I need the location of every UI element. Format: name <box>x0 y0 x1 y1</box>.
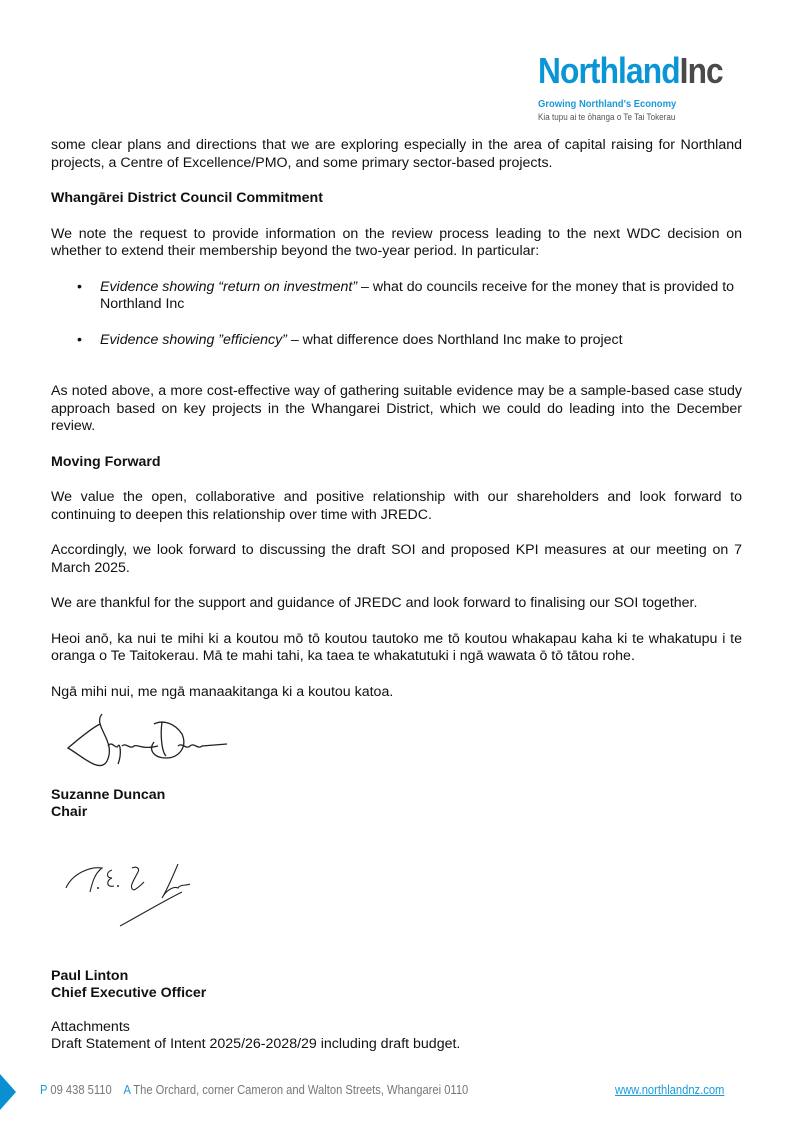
footer-arrow-icon <box>0 1074 16 1110</box>
attachment-item: Draft Statement of Intent 2025/26-2028/29 including draft budget. <box>51 1036 461 1052</box>
paragraph-intro: some clear plans and directions that we are exploring especially in the area of capital raising for Northland projects, a Centre of Excellence/PMO, and some primary sector-based projects. <box>51 137 742 171</box>
list-item <box>51 332 742 350</box>
signatory-title: Chief Executive Officer <box>51 985 207 1001</box>
heading-wdc-commitment: Whangārei District Council Commitment <box>51 190 323 206</box>
paragraph-wdc: We note the request to provide information on the review process leading to the next WDC decision on whether to extend their membership beyond the two-year period. In particular: <box>51 225 742 259</box>
evidence-list <box>51 279 742 350</box>
signatory-name: Paul Linton <box>51 968 129 984</box>
logo-tagline-maori: Kia tupu ai te ōhanga o Te Tai Tokerau <box>538 112 676 122</box>
phone-number: 09 438 5110 <box>50 1082 112 1097</box>
bullet-icon: • <box>77 278 82 295</box>
northland-inc-logo <box>538 52 758 122</box>
phone-label: P <box>40 1082 48 1097</box>
signatory-ceo <box>51 968 206 1002</box>
paragraph-thankful: We are thankful for the support and guidance of JREDC and look forward to finalising our SOI together. <box>51 595 698 611</box>
footer-contact <box>40 1082 468 1097</box>
logo-inc: Inc <box>679 50 723 91</box>
logo-tagline: Growing Northland's Economy <box>538 98 677 110</box>
bullet-emphasis: Evidence showing ”efficiency” <box>100 331 287 348</box>
bullet-icon: • <box>77 331 82 348</box>
signature-suzanne-duncan <box>62 706 232 781</box>
paragraph-accordingly: Accordingly, we look forward to discussing the draft SOI and proposed KPI measures at our meeting on 7 March 2025. <box>51 542 742 576</box>
signature-paul-linton <box>62 858 202 938</box>
address-text: The Orchard, corner Cameron and Walton Streets, Whangarei 0110 <box>133 1082 469 1097</box>
signatory-chair <box>51 787 165 821</box>
signatory-title: Chair <box>51 804 88 820</box>
paragraph-closing: Ngā mihi nui, me ngā manaakitanga ki a koutou katoa. <box>51 683 394 700</box>
address-label: A <box>123 1082 131 1097</box>
logo-northland: Northland <box>538 50 680 91</box>
bullet-emphasis: Evidence showing “return on investment” <box>100 278 358 295</box>
paragraph-maori: Heoi anō, ka nui te mihi ki a koutou mō tō koutou tautoko me tō koutou whakapau kaha ki te whakatupu i te oranga o Te Taitokerau. Mā te mahi tahi, ka taea te whakatutuki i ngā wawata ō tō tātou rohe. <box>51 630 742 664</box>
list-item <box>51 279 742 314</box>
paragraph-value: We value the open, collaborative and positive relationship with our shareholders and look forward to continuing to deepen this relationship over time with JREDC. <box>51 489 742 523</box>
logo-wordmark <box>538 52 732 90</box>
paragraph-noted: As noted above, a more cost-effective way of gathering suitable evidence may be a sample-based case study approach based on key projects in the Whangarei District, which we could do leading into the December review. <box>51 383 742 434</box>
attachments-label: Attachments <box>51 1019 130 1035</box>
signatory-name: Suzanne Duncan <box>51 787 166 803</box>
heading-moving-forward: Moving Forward <box>51 453 161 470</box>
attachments-block <box>51 1019 460 1053</box>
website-link[interactable]: www.northlandnz.com <box>615 1082 725 1097</box>
letter-body <box>51 137 742 701</box>
bullet-text: – what difference does Northland Inc make to project <box>286 331 623 348</box>
bullet-text: – what do councils receive for the money that is provided to Northland Inc <box>100 278 735 312</box>
